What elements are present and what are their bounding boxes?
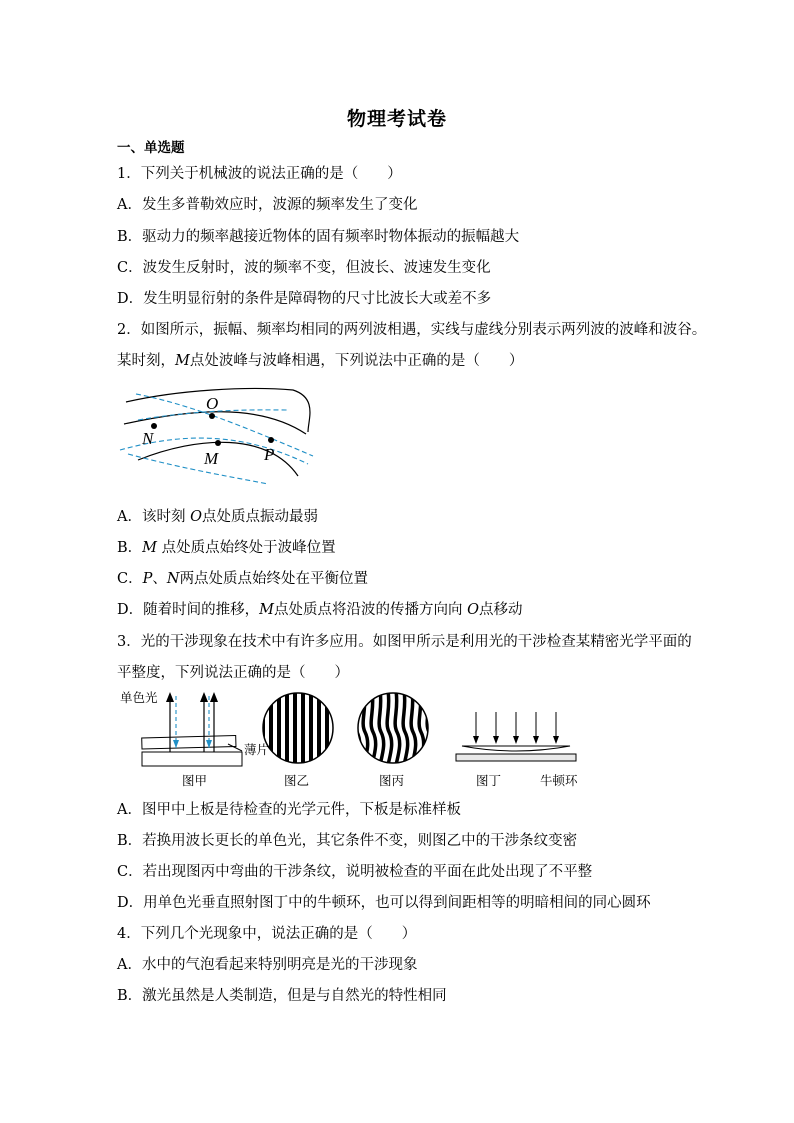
label-m: M	[204, 449, 219, 468]
q1-option-b: B．驱动力的频率越接近物体的固有频率时物体振动的振幅越大	[117, 229, 520, 245]
flat-glass	[456, 754, 576, 761]
curved-fringe	[379, 691, 384, 765]
q2-d-mid: 点处质点将沿波的传播方向向	[273, 602, 468, 618]
q2-a-pre: A．该时刻	[117, 509, 191, 525]
label-p: P	[264, 445, 275, 464]
q2-option-b	[117, 538, 336, 558]
label-o: O	[206, 394, 219, 413]
section-heading: 一、单选题	[117, 140, 185, 156]
q2-option-a	[117, 507, 318, 527]
label-yi: 图乙	[284, 773, 310, 788]
q3-option-d: D．用单色光垂直照射图丁中的牛顿环，也可以得到间距相等的明暗相间的同心圆环	[117, 895, 651, 911]
q2-a-post: 点处质点振动最弱	[201, 509, 318, 525]
fringe-stripe	[285, 691, 289, 765]
q1-stem: 1．下列关于机械波的说法正确的是（ ）	[117, 166, 402, 182]
interference-figures	[118, 688, 590, 792]
arrow-up-icon	[166, 692, 174, 702]
point-o	[209, 413, 215, 419]
wave-interference-figure	[118, 380, 318, 486]
arrow-down-icon	[553, 736, 559, 744]
lens	[462, 746, 570, 751]
label-light: 单色光	[120, 690, 158, 705]
curved-fringe	[387, 691, 392, 765]
q4-option-b: B．激光虽然是人类制造，但是与自然光的特性相同	[117, 988, 447, 1004]
upper-plate	[142, 736, 236, 749]
figure-ding	[456, 712, 578, 788]
page-title: 物理考试卷	[346, 108, 447, 130]
q2-stem-line2	[117, 351, 523, 371]
figure-jia	[120, 690, 269, 788]
q1-option-a: A．发生多普勒效应时，波源的频率发生了变化	[117, 197, 418, 213]
point-m	[215, 440, 221, 446]
arrow-up-icon	[200, 692, 208, 702]
q2-c-var1: P	[142, 571, 153, 587]
q2-b-var: M	[142, 540, 158, 556]
arrow-up-icon	[210, 692, 218, 702]
q2-c-post: 两点处质点始终处在平衡位置	[179, 571, 369, 587]
q2-c-pre: C．	[117, 571, 143, 587]
q2-stem-post: 点处波峰与波峰相遇，下列说法中正确的是（ ）	[189, 353, 524, 369]
q2-c-var2: N	[166, 571, 180, 587]
q2-option-c	[117, 569, 368, 589]
q2-a-var: O	[190, 509, 202, 525]
fringe-stripe	[317, 691, 321, 765]
fringe-stripe	[277, 691, 281, 765]
curved-fringe	[403, 691, 408, 765]
label-n: N	[142, 429, 154, 448]
q2-b-pre: B．	[117, 540, 143, 556]
q2-stem-var-m: M	[175, 353, 190, 369]
curved-fringe	[371, 691, 376, 765]
q2-c-mid: 、	[152, 571, 167, 587]
label-bing: 图丙	[379, 773, 405, 788]
q3-stem-line2: 平整度，下列说法正确的是（ ）	[117, 665, 349, 681]
fringe-stripe	[309, 691, 313, 765]
q2-b-post: 点处质点始终处于波峰位置	[157, 540, 336, 556]
trough-line-4	[128, 454, 268, 484]
figure-bing	[355, 691, 432, 788]
q2-option-d	[117, 600, 522, 620]
q3-option-b: B．若换用波长更长的单色光，其它条件不变，则图乙中的干涉条纹变密	[117, 833, 578, 849]
curved-fringe	[363, 691, 368, 765]
fringe-stripe	[293, 691, 297, 765]
q2-d-post: 点移动	[478, 602, 523, 618]
fringe-stripe	[269, 691, 273, 765]
fringe-stripe	[301, 691, 305, 765]
q2-stem-line1: 2．如图所示，振幅、频率均相同的两列波相遇，实线与虚线分别表示两列波的波峰和波谷。	[117, 322, 707, 338]
q3-option-c: C．若出现图丙中弯曲的干涉条纹，说明被检查的平面在此处出现了不平整	[117, 864, 593, 880]
q4-stem: 4．下列几个光现象中，说法正确的是（ ）	[117, 926, 417, 942]
arrow-down-icon	[533, 736, 539, 744]
point-p	[268, 437, 274, 443]
curved-fringe	[395, 691, 400, 765]
label-jia: 图甲	[182, 773, 208, 788]
q2-d-var2: O	[467, 602, 479, 618]
q2-d-pre: D．随着时间的推移，	[117, 602, 260, 618]
fringe-stripe	[325, 691, 329, 765]
label-ring: 牛顿环	[540, 773, 578, 788]
lower-plate	[142, 752, 242, 766]
trough-line-1	[136, 394, 313, 456]
arrow-down-icon	[473, 736, 479, 744]
label-film: 薄片	[244, 742, 270, 757]
label-ding: 图丁	[476, 773, 502, 788]
figure-yi	[261, 691, 337, 788]
q2-d-var1: M	[259, 602, 274, 618]
q2-stem-pre: 某时刻，	[117, 353, 175, 369]
q3-option-a: A．图甲中上板是待检查的光学元件，下板是标准样板	[117, 802, 461, 818]
q1-option-c: C．波发生反射时，波的频率不变，但波长、波速发生变化	[117, 260, 491, 276]
q1-option-d: D．发生明显衍射的条件是障碍物的尺寸比波长大或差不多	[117, 291, 492, 307]
arrow-down-icon	[513, 736, 519, 744]
curved-fringe	[419, 691, 424, 765]
q4-option-a: A．水中的气泡看起来特别明亮是光的干涉现象	[117, 957, 418, 973]
curved-fringe	[411, 691, 416, 765]
arrow-down-icon	[493, 736, 499, 744]
q3-stem-line1: 3．光的干涉现象在技术中有许多应用。如图甲所示是利用光的干涉检查某精密光学平面的	[117, 634, 692, 650]
